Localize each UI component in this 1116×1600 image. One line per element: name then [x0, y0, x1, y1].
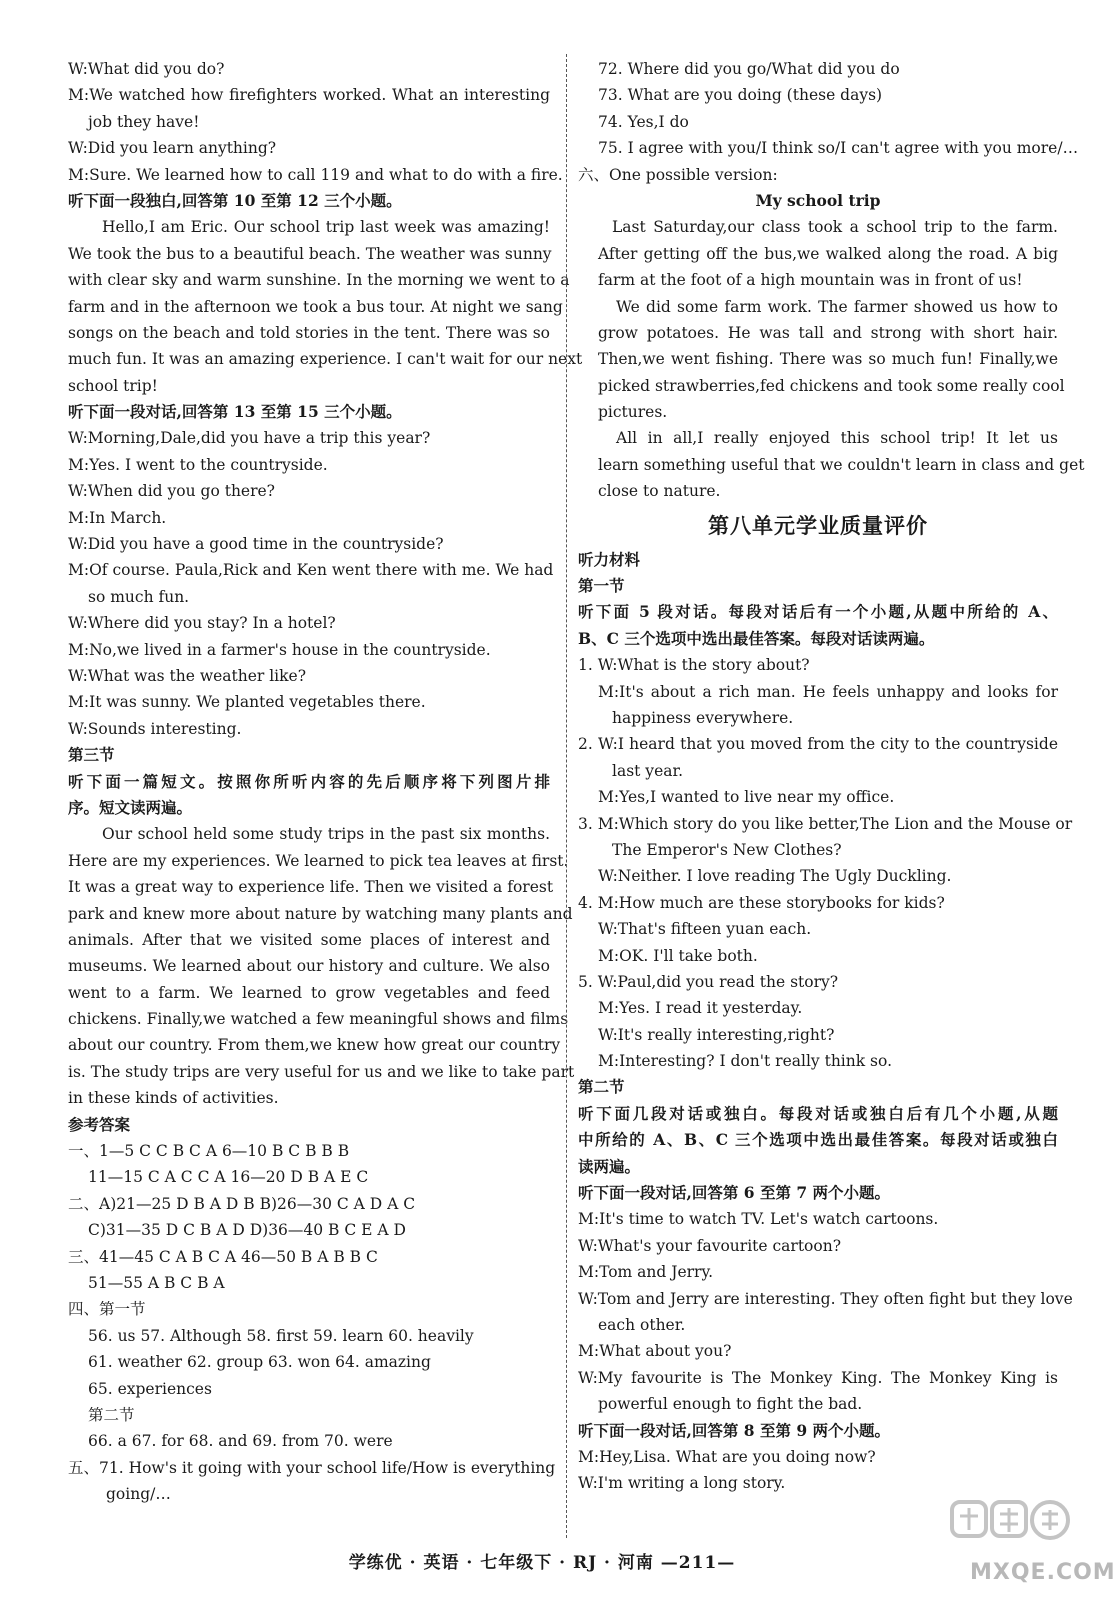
text-line: 一、1—5 C C B C A 6—10 B C B B B [68, 1142, 350, 1161]
text-line: went to a farm. We learned to grow vegetables and feed [68, 983, 550, 1002]
text-line: farm and in the afternoon we took a bus tour. At night we sang [68, 297, 563, 316]
text-line: 五、71. How's it going with your school life/How is everything [68, 1458, 556, 1477]
section-heading: 序。短文读两遍。 [68, 797, 193, 817]
text-line: 73. What are you doing (these days) [598, 86, 883, 105]
text-line: W:Tom and Jerry are interesting. They often fight but they love [578, 1289, 1073, 1308]
section-heading: 听下面一段对话,回答第 6 至第 7 两个小题。 [578, 1183, 891, 1203]
text-line: C)31—35 D C B A D D)36—40 B C E A D [88, 1221, 406, 1240]
text-line: W:What's your favourite cartoon? [578, 1236, 842, 1255]
text-line: going/… [106, 1485, 171, 1504]
text-line: with clear sky and warm sunshine. In the morning we went to a [68, 271, 570, 290]
text-line: W:Did you have a good time in the countryside? [68, 535, 444, 554]
text-line: M:It was sunny. We planted vegetables there. [68, 693, 426, 712]
section-heading: 参考答案 [68, 1114, 131, 1134]
section-heading: 听下面一段独白,回答第 10 至第 12 三个小题。 [68, 190, 402, 210]
text-line: M:Tom and Jerry. [578, 1263, 714, 1282]
text-line: W:My favourite is The Monkey King. The Monkey King is [578, 1368, 1058, 1387]
text-line: M:What about you? [578, 1342, 732, 1361]
text-line: M:We watched how firefighters worked. What an interesting [68, 86, 550, 105]
text-line: 61. weather 62. group 63. won 64. amazing [88, 1353, 431, 1372]
text-line: 65. experiences [88, 1379, 212, 1398]
text-line: M:Interesting? I don't really think so. [598, 1052, 893, 1071]
text-line: job they have! [88, 112, 200, 131]
section-heading: 听下面一段对话,回答第 13 至第 15 三个小题。 [68, 402, 402, 422]
column-divider [566, 54, 567, 1538]
text-line: W:Sounds interesting. [68, 719, 242, 738]
text-line: animals. After that we visited some places of interest and [68, 930, 550, 949]
text-line: We did some farm work. The farmer showed us how to [616, 297, 1058, 316]
text-line: Hello,I am Eric. Our school trip last week was amazing! [102, 218, 550, 237]
text-line: pictures. [598, 403, 668, 422]
section-heading: 听下面一段对话,回答第 8 至第 9 两个小题。 [578, 1420, 891, 1440]
text-line: each other. [598, 1315, 686, 1334]
text-line: 11—15 C A C C A 16—20 D B A E C [88, 1168, 369, 1187]
text-line: so much fun. [88, 587, 190, 606]
text-line: museums. We learned about our history and culture. We also [68, 957, 550, 976]
text-line: 74. Yes,I do [598, 112, 689, 131]
text-line: about our country. From them,we knew how great our country [68, 1036, 561, 1055]
text-line: farm at the foot of a high mountain was in front of us! [598, 271, 1023, 290]
text-line: 第二节 [88, 1405, 135, 1424]
text-line: W:Morning,Dale,did you have a trip this year? [68, 429, 431, 448]
text-line: is. The study trips are very useful for us and we like to take part [68, 1062, 575, 1081]
text-line: 3. M:Which story do you like better,The Lion and the Mouse or [578, 814, 1073, 833]
page-footer: 学练优 · 英语 · 七年级下 · RJ · 河南 —211— [348, 1553, 736, 1573]
section-heading: 第三节 [68, 745, 115, 765]
text-line: powerful enough to fight the bad. [598, 1395, 863, 1414]
text-line: park and knew more about nature by watching many plants and [68, 904, 573, 923]
text-line: 75. I agree with you/I think so/I can't agree with you more/… [598, 139, 1079, 158]
text-line: 1. W:What is the story about? [578, 656, 810, 675]
right-column [578, 56, 1085, 1497]
text-line: W:That's fifteen yuan each. [598, 920, 812, 939]
text-line: 4. M:How much are these storybooks for kids? [578, 893, 945, 912]
section-heading: 听力材料 [578, 549, 641, 569]
text-line: Here are my experiences. We learned to pick tea leaves at first. [68, 851, 569, 870]
text-line: M:Yes. I went to the countryside. [68, 455, 328, 474]
watermark [946, 1494, 1116, 1594]
text-line: picked strawberries,fed chickens and took some really cool [598, 376, 1065, 395]
text-line: happiness everywhere. [612, 708, 794, 727]
text-line: Then,we went fishing. There was so much fun! Finally,we [598, 350, 1058, 369]
text-line: 2. W:I heard that you moved from the city to the countryside [578, 735, 1058, 754]
text-line: It was a great way to experience life. Then we visited a forest [68, 878, 554, 897]
text-line: W:Did you learn anything? [68, 139, 277, 158]
essay-title: My school trip [755, 190, 881, 210]
text-line: W:What did you do? [68, 60, 225, 78]
section-heading: 听下面几段对话或独白。每段对话或独白后有几个小题,从题 [578, 1103, 1058, 1123]
section-heading: B、C 三个选项中选出最佳答案。每段对话读两遍。 [578, 628, 935, 648]
text-line: M:Sure. We learned how to call 119 and what to do with a fire. [68, 165, 563, 184]
text-line: 66. a 67. for 68. and 69. from 70. were [88, 1432, 393, 1451]
text-line: 二、A)21—25 D B A D B B)26—30 C A D A C [68, 1194, 416, 1213]
section-heading: 第二节 [578, 1077, 625, 1097]
text-line: M:OK. I'll take both. [598, 946, 758, 965]
text-line: M:Hey,Lisa. What are you doing now? [578, 1447, 876, 1466]
text-line: M:It's about a rich man. He feels unhappy and looks for [598, 682, 1058, 701]
text-line: grow potatoes. He was tall and strong with short hair. [598, 323, 1058, 342]
left-column [68, 56, 583, 1507]
text-line: much fun. It was an amazing experience. I can't wait for our next [68, 350, 583, 369]
text-line: After getting off the bus,we walked along the road. A big [598, 244, 1058, 263]
text-line: school trip! [68, 376, 158, 395]
answer-logo-icon [946, 1494, 1074, 1564]
unit-title: 第八单元学业质量评价 [708, 513, 928, 538]
section-heading: 第一节 [578, 576, 625, 596]
text-line: 5. W:Paul,did you read the story? [578, 972, 839, 991]
section-heading: 中所给的 A、B、C 三个选项中选出最佳答案。每段对话或独白 [578, 1130, 1058, 1150]
text-line: M:Yes,I wanted to live near my office. [598, 788, 895, 807]
text-line: W:What was the weather like? [68, 666, 307, 685]
text-line: 六、One possible version: [578, 165, 778, 184]
text-line: We took the bus to a beautiful beach. The weather was sunny [68, 244, 552, 263]
text-line: W:It's really interesting,right? [598, 1025, 835, 1044]
text-line: W:Neither. I love reading The Ugly Duckling. [598, 867, 952, 886]
text-line: learn something useful that we couldn't learn in class and get [598, 455, 1085, 474]
text-line: 72. Where did you go/What did you do [598, 60, 900, 78]
text-line: 三、41—45 C A B C A 46—50 B A B B C [68, 1247, 378, 1266]
text-line: 四、第一节 [68, 1300, 146, 1319]
text-line: songs on the beach and told stories in the tent. There was so [68, 323, 550, 342]
text-line: W:Where did you stay? In a hotel? [68, 614, 336, 633]
section-heading: 听下面 5 段对话。每段对话后有一个小题,从题中所给的 A、 [578, 602, 1058, 622]
text-line: W:I'm writing a long story. [578, 1474, 786, 1493]
text-line: Our school held some study trips in the past six months. [102, 825, 550, 844]
text-line: M:In March. [68, 508, 167, 527]
text-line: Last Saturday,our class took a school trip to the farm. [612, 218, 1058, 237]
text-line: The Emperor's New Clothes? [612, 840, 842, 859]
text-line: 56. us 57. Although 58. first 59. learn 60. heavily [88, 1326, 474, 1345]
text-line: M:Of course. Paula,Rick and Ken went there with me. We had [68, 561, 554, 580]
watermark-text: MXQE.COM [970, 1560, 1116, 1585]
text-line: M:Yes. I read it yesterday. [598, 999, 803, 1018]
section-heading: 听下面一篇短文。按照你所听内容的先后顺序将下列图片排 [68, 771, 550, 791]
text-line: in these kinds of activities. [68, 1089, 279, 1108]
text-line: last year. [612, 761, 684, 780]
section-heading: 读两遍。 [578, 1156, 641, 1176]
text-line: 51—55 A B C B A [88, 1273, 225, 1292]
text-line: All in all,I really enjoyed this school trip! It let us [616, 429, 1058, 448]
text-line: W:When did you go there? [68, 482, 275, 501]
text-line: close to nature. [598, 482, 721, 501]
text-line: M:It's time to watch TV. Let's watch cartoons. [578, 1210, 939, 1229]
text-line: M:No,we lived in a farmer's house in the countryside. [68, 640, 491, 659]
text-line: chickens. Finally,we watched a few meaningful shows and films [68, 1010, 569, 1029]
